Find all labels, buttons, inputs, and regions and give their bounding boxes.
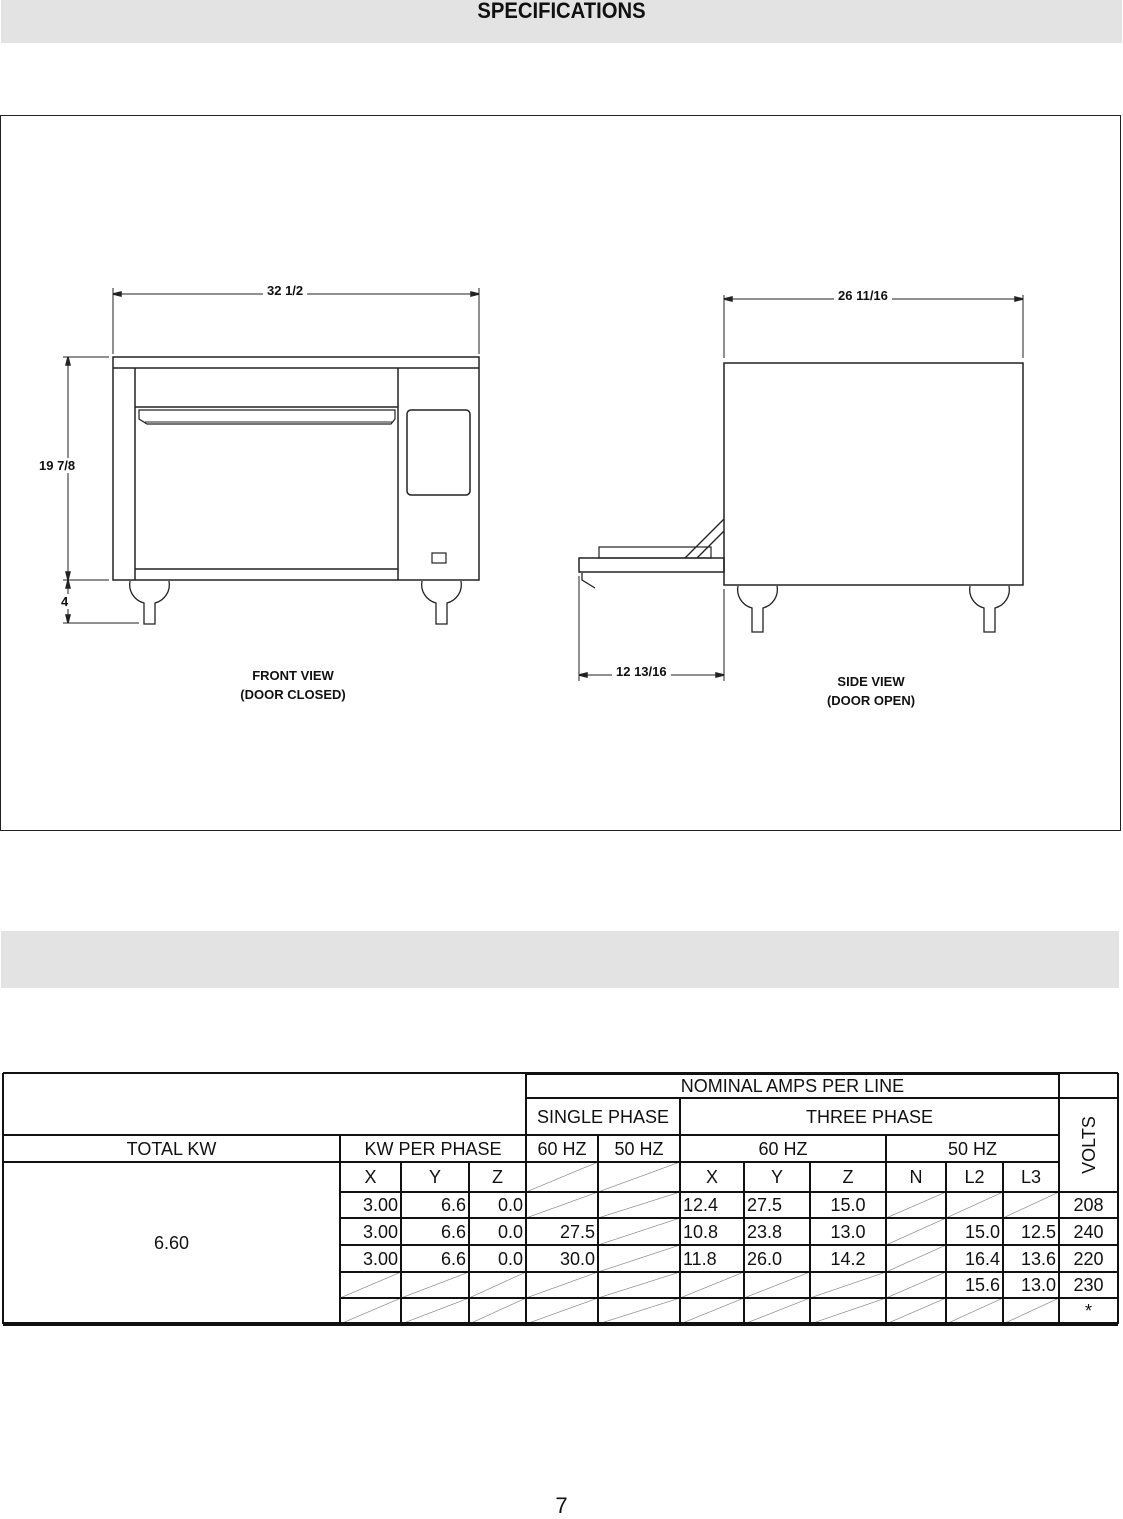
table-cell-tp50-n [886, 1218, 946, 1245]
table-cell-kw-y [401, 1298, 469, 1324]
single-phase-60hz-header: 60 HZ [537, 1138, 587, 1159]
front-height-dimension: 19 7/8 [39, 458, 76, 473]
table-cell-tp50-l2: 15.0 [964, 1221, 1000, 1242]
table-cell-kw-y [401, 1272, 469, 1298]
sub-column-header: Y [770, 1167, 783, 1187]
sub-column-header [526, 1162, 598, 1192]
table-cell-tp60-z: 15.0 [830, 1195, 866, 1215]
table-cell-tp50-l3 [1003, 1192, 1059, 1218]
table-cell-kw-y: 6.6 [440, 1195, 466, 1215]
leg-height-dimension: 4 [61, 594, 69, 609]
table-rule [1002, 1162, 1004, 1324]
three-phase-50hz-header: 50 HZ [947, 1138, 998, 1159]
table-rule [1117, 1073, 1119, 1324]
table-cell-tp60-z [810, 1272, 886, 1298]
table-rule [526, 1097, 1118, 1099]
table-rule [526, 1072, 1059, 1075]
side-depth-dimension: 26 11/16 [834, 288, 892, 303]
page-number: 7 [555, 1493, 568, 1518]
table-cell-tp60-y [744, 1272, 810, 1298]
table-cell-tp60-y: 27.5 [747, 1195, 783, 1215]
table-cell-sp50 [598, 1218, 680, 1245]
table-cell-tp50-l3: 13.0 [1020, 1275, 1056, 1295]
table-cell-tp50-l2: 16.4 [964, 1248, 1000, 1269]
table-cell-kw-z [469, 1272, 526, 1298]
table-cell-volts: 240 [1073, 1221, 1104, 1242]
front-view-label: FRONT VIEW (DOOR CLOSED) [240, 668, 346, 702]
sub-column-header: Z [842, 1167, 854, 1187]
single-phase-header: SINGLE PHASE [536, 1106, 670, 1127]
sub-column-header: X [705, 1167, 718, 1187]
sub-column-header: Z [492, 1167, 503, 1187]
table-cell-sp60 [526, 1192, 598, 1218]
volts-header-text: VOLTS [1078, 1116, 1099, 1174]
table-rule [945, 1162, 947, 1324]
table-rule [597, 1135, 599, 1324]
table-rule [468, 1162, 470, 1324]
table-cell-kw-z: 0.0 [497, 1248, 523, 1269]
table-cell-sp50 [598, 1245, 680, 1272]
total-kw-value: 6.60 [153, 1233, 190, 1253]
table-cell-tp60-y: 23.8 [747, 1221, 783, 1242]
table-rule [1059, 1072, 1118, 1074]
table-cell-kw-x: 3.00 [362, 1195, 398, 1215]
table-cell-sp50 [598, 1298, 680, 1324]
table-rule [809, 1162, 811, 1324]
table-cell-tp50-n [886, 1272, 946, 1298]
volts-header [1059, 1098, 1118, 1192]
table-cell-sp60: 27.5 [559, 1221, 595, 1242]
single-phase-50hz-header: 50 HZ [614, 1138, 664, 1159]
table-rule [3, 1161, 1059, 1163]
table-cell-volts: * [1084, 1301, 1092, 1321]
side-view-drawing [579, 295, 1023, 681]
table-cell-tp60-z [810, 1298, 886, 1324]
sub-column-header: N [909, 1167, 923, 1187]
table-rule [3, 1322, 1118, 1326]
total-kw-header: TOTAL KW [126, 1138, 217, 1159]
table-cell-volts: 208 [1073, 1195, 1104, 1215]
table-rule [525, 1073, 527, 1324]
table-cell-tp50-l2 [946, 1298, 1003, 1324]
table-cell-tp50-l3: 12.5 [1020, 1221, 1056, 1242]
sub-column-header: X [364, 1167, 377, 1187]
table-cell-kw-x [340, 1272, 401, 1298]
table-cell-tp60-y [744, 1298, 810, 1324]
table-cell-sp60: 30.0 [559, 1248, 595, 1269]
table-cell-volts: 230 [1073, 1275, 1104, 1295]
table-cell-kw-z: 0.0 [497, 1221, 523, 1242]
table-cell-volts: 220 [1073, 1248, 1104, 1269]
table-cell-tp60-z: 14.2 [830, 1248, 866, 1269]
sub-column-header: L3 [1020, 1167, 1042, 1187]
table-rule [743, 1162, 745, 1324]
sub-column-header [598, 1162, 680, 1192]
table-rule [679, 1098, 681, 1324]
table-rule [339, 1135, 341, 1324]
table-rule [3, 1134, 1059, 1136]
table-cell-kw-x: 3.00 [362, 1221, 398, 1242]
sub-column-header: Y [428, 1167, 441, 1187]
kw-per-phase-header: KW PER PHASE [364, 1138, 502, 1159]
table-cell-kw-y: 6.6 [440, 1221, 466, 1242]
table-rule [400, 1162, 402, 1324]
table-cell-tp60-x [680, 1298, 744, 1324]
table-cell-sp50 [598, 1272, 680, 1298]
three-phase-60hz-header: 60 HZ [758, 1138, 808, 1159]
table-cell-kw-y: 6.6 [440, 1248, 466, 1269]
table-cell-sp50 [598, 1192, 680, 1218]
table-cell-sp60 [526, 1272, 598, 1298]
table-cell-tp60-y: 26.0 [747, 1248, 783, 1269]
table-rule [1058, 1073, 1060, 1324]
table-cell-tp50-l2 [946, 1192, 1003, 1218]
table-cell-kw-z [469, 1298, 526, 1324]
table-cell-tp60-x [680, 1272, 744, 1298]
table-cell-tp60-x: 10.8 [683, 1221, 719, 1242]
table-cell-tp60-x: 12.4 [683, 1195, 719, 1215]
table-rule [885, 1135, 887, 1324]
table-cell-sp60 [526, 1298, 598, 1324]
sub-column-header: L2 [964, 1167, 985, 1187]
door-open-dimension: 12 13/16 [612, 664, 671, 679]
table-cell-tp50-n [886, 1298, 946, 1324]
page-title: SPECIFICATIONS [477, 0, 646, 23]
table-rule [3, 1072, 526, 1074]
title-band [1, 0, 1122, 43]
three-phase-header: THREE PHASE [805, 1106, 934, 1127]
table-cell-tp60-z: 13.0 [830, 1221, 866, 1242]
table-cell-tp60-x: 11.8 [683, 1248, 717, 1269]
front-view-drawing [63, 288, 479, 624]
side-view-label: SIDE VIEW (DOOR OPEN) [826, 674, 916, 708]
table-cell-tp50-l3: 13.6 [1020, 1248, 1056, 1269]
table-cell-kw-z: 0.0 [497, 1195, 523, 1215]
table-rule [2, 1073, 4, 1324]
dimension-drawing-frame [0, 115, 1121, 831]
table-cell-tp50-n [886, 1245, 946, 1272]
oven-dimension-drawing [1, 116, 1122, 832]
table-cell-tp50-n [886, 1192, 946, 1218]
front-width-dimension: 32 1/2 [263, 283, 307, 298]
table-cell-tp50-l3 [1003, 1298, 1059, 1324]
table-cell-tp50-l2: 15.6 [964, 1275, 1000, 1295]
nominal-amps-header: NOMINAL AMPS PER LINE [680, 1075, 905, 1096]
section-band [1, 931, 1119, 988]
table-cell-kw-x: 3.00 [362, 1248, 398, 1269]
table-cell-kw-x [340, 1298, 401, 1324]
